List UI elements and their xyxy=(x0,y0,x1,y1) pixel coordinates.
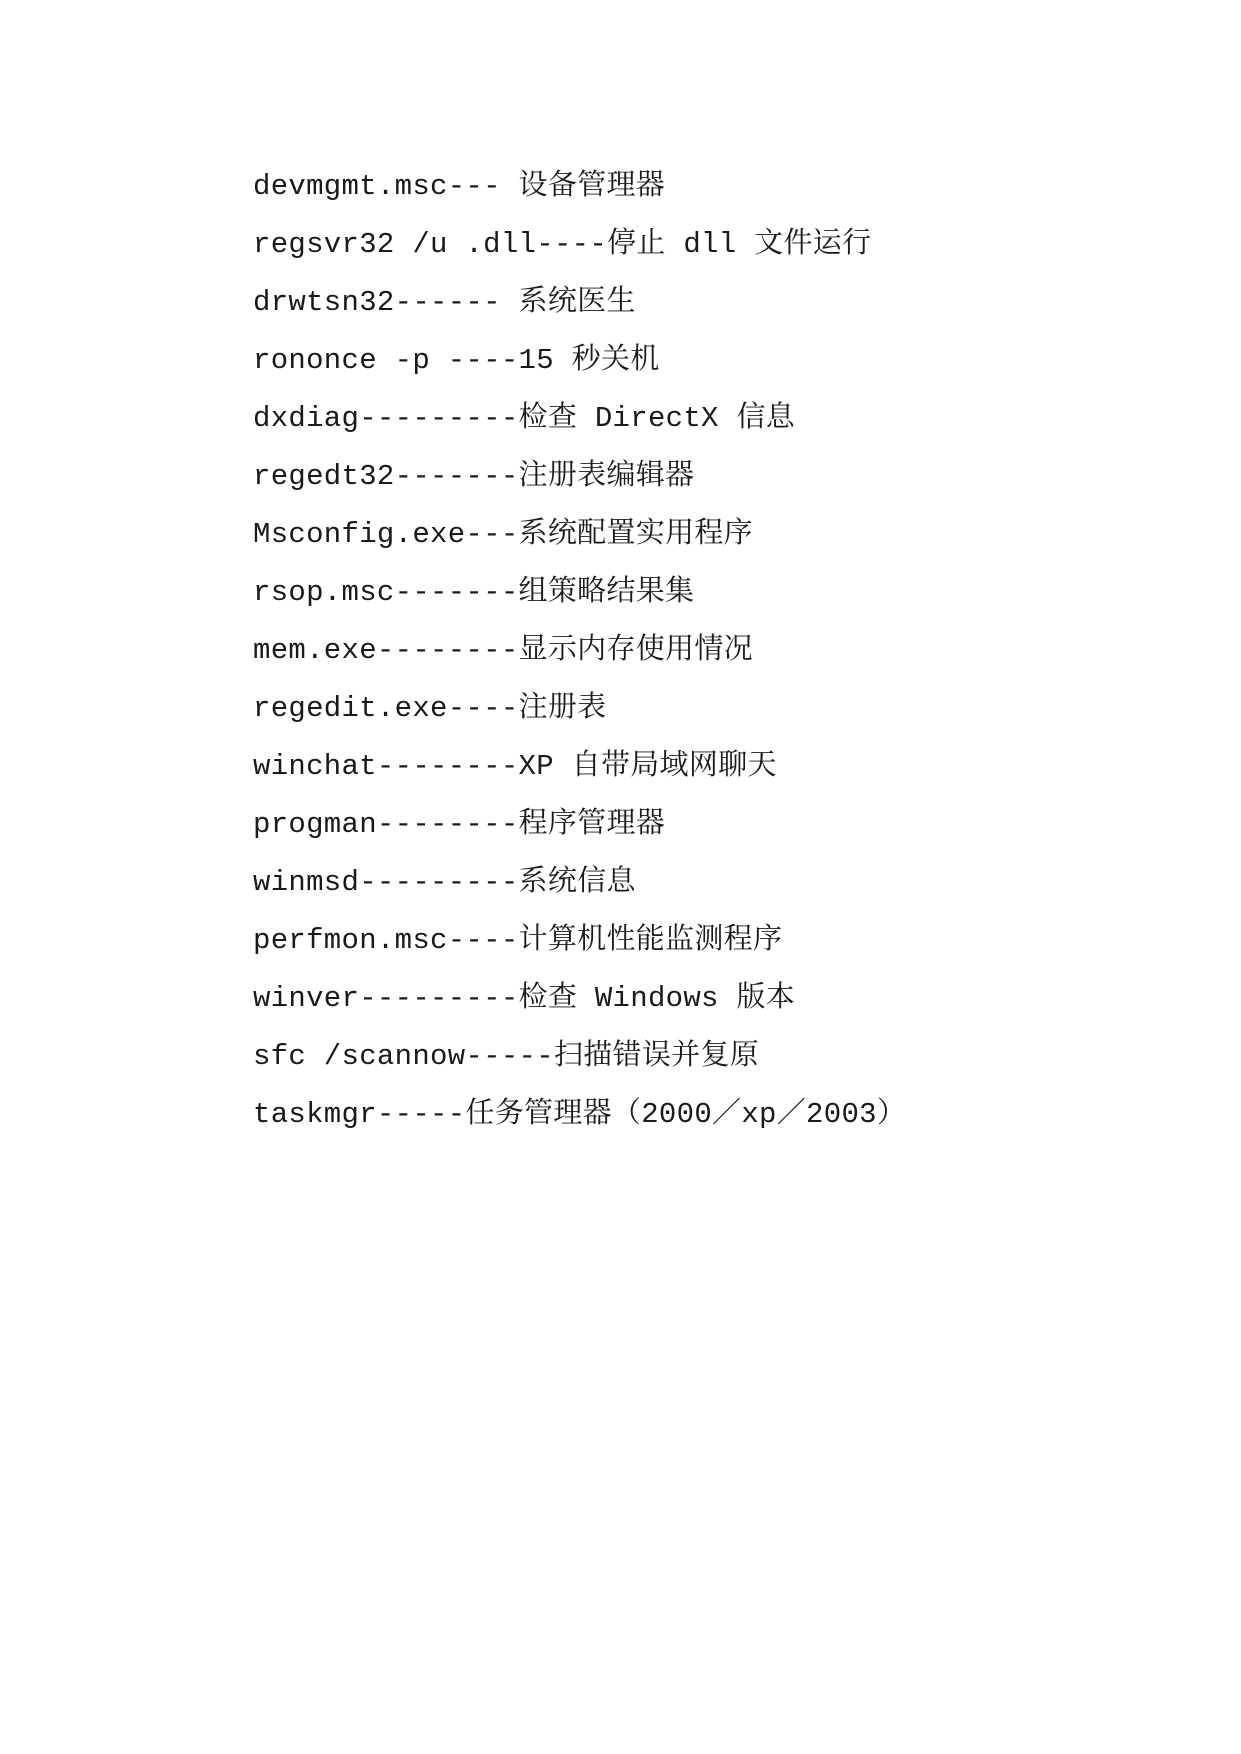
command-line-winchat: winchat--------XP 自带局域网聊天 xyxy=(253,750,777,783)
command-line-progman: progman--------程序管理器 xyxy=(253,808,666,841)
command-line-rsop: rsop.msc-------组策略结果集 xyxy=(253,576,695,609)
command-line-regedit: regedit.exe----注册表 xyxy=(253,692,607,725)
command-line-winmsd: winmsd---------系统信息 xyxy=(253,866,636,899)
command-line-taskmgr: taskmgr-----任务管理器（2000／xp／2003） xyxy=(253,1098,907,1131)
command-line-dxdiag: dxdiag---------检查 DirectX 信息 xyxy=(253,402,796,435)
command-line-regsvr32: regsvr32 /u .dll----停止 dll 文件运行 xyxy=(253,228,872,261)
command-line-drwtsn32: drwtsn32------ 系统医生 xyxy=(253,286,636,319)
command-line-winver: winver---------检查 Windows 版本 xyxy=(253,982,796,1015)
command-line-regedt32: regedt32-------注册表编辑器 xyxy=(253,460,695,493)
command-list xyxy=(253,158,1213,1144)
command-line-mem: mem.exe--------显示内存使用情况 xyxy=(253,634,753,667)
command-line-perfmon: perfmon.msc----计算机性能监测程序 xyxy=(253,924,783,957)
command-line-msconfig: Msconfig.exe---系统配置实用程序 xyxy=(253,518,753,551)
command-line-rononce: rononce -p ----15 秒关机 xyxy=(253,344,660,377)
command-line-devmgmt: devmgmt.msc--- 设备管理器 xyxy=(253,170,666,203)
command-line-sfc: sfc /scannow-----扫描错误并复原 xyxy=(253,1040,760,1073)
